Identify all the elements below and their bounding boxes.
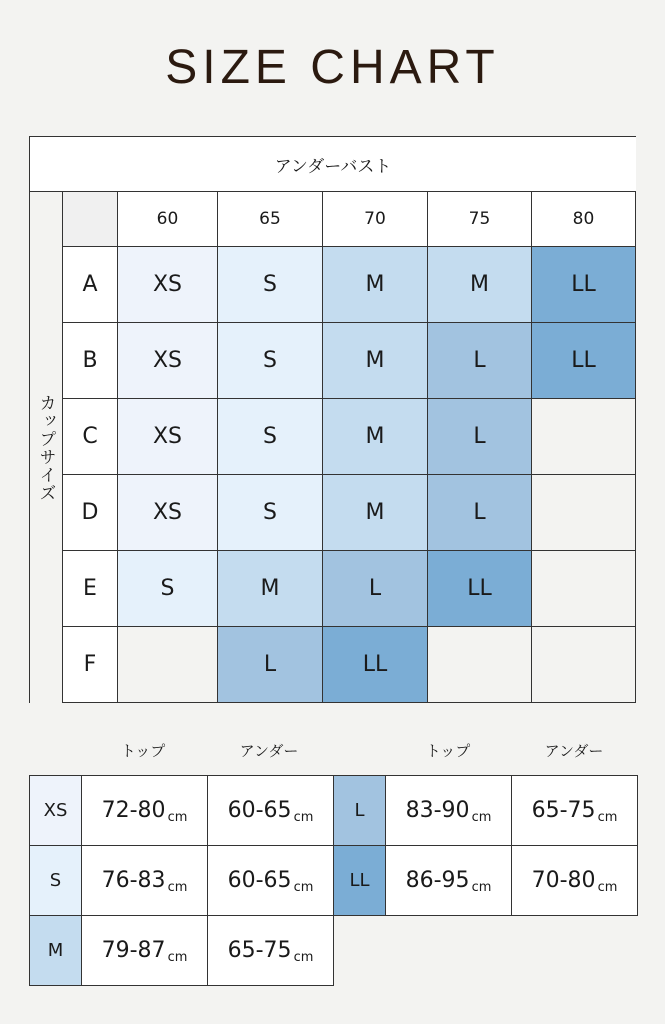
cup-size-label — [30, 192, 63, 703]
size-cell-A-70: M — [323, 247, 428, 323]
legend-under-XS — [208, 776, 334, 846]
legend-under-value: 70-80 — [531, 868, 596, 893]
legend-top-value: 79-87 — [101, 938, 166, 963]
unit-label: cm — [167, 810, 188, 825]
unit-label: cm — [597, 810, 618, 825]
size-cell-B-65: S — [218, 323, 323, 399]
size-cell-E-65: M — [218, 551, 323, 627]
row-header-B: B — [63, 323, 118, 399]
legend-under-label-right: アンダー — [544, 742, 604, 760]
legend-under-value: 60-65 — [227, 798, 292, 823]
size-cell-A-75: M — [428, 247, 532, 323]
legend-table-left — [29, 775, 334, 986]
legend-top-label-right: トップ — [425, 742, 471, 760]
size-cell-D-60: XS — [118, 475, 218, 551]
row-header-A: A — [63, 247, 118, 323]
legend-under-label-left: アンダー — [239, 742, 299, 760]
size-cell-E-75: LL — [428, 551, 532, 627]
legend-top-L — [386, 776, 512, 846]
unit-label: cm — [167, 880, 188, 895]
size-cell-B-60: XS — [118, 323, 218, 399]
unit-label: cm — [293, 880, 314, 895]
legend-top-value: 86-95 — [405, 868, 470, 893]
legend-top-XS — [82, 776, 208, 846]
legend-under-M — [208, 916, 334, 986]
legend-top-LL — [386, 846, 512, 916]
legend-top-value: 72-80 — [101, 798, 166, 823]
size-cell-F-80 — [532, 627, 636, 703]
unit-label: cm — [597, 880, 618, 895]
row-header-D: D — [63, 475, 118, 551]
size-cell-F-75 — [428, 627, 532, 703]
size-cell-D-70: M — [323, 475, 428, 551]
size-cell-D-80 — [532, 475, 636, 551]
size-cell-C-75: L — [428, 399, 532, 475]
size-cell-B-70: M — [323, 323, 428, 399]
size-cell-E-70: L — [323, 551, 428, 627]
legend-top-label-left: トップ — [120, 742, 166, 760]
unit-label: cm — [293, 950, 314, 965]
column-header-75: 75 — [428, 192, 532, 247]
legend-top-S — [82, 846, 208, 916]
column-header-65: 65 — [218, 192, 323, 247]
legend-under-value: 65-75 — [227, 938, 292, 963]
cup-size-text: カップサイズ — [35, 393, 56, 502]
column-header-60: 60 — [118, 192, 218, 247]
size-cell-B-75: L — [428, 323, 532, 399]
size-cell-B-80: LL — [532, 323, 636, 399]
unit-label: cm — [293, 810, 314, 825]
size-cell-A-80: LL — [532, 247, 636, 323]
legend-under-S — [208, 846, 334, 916]
unit-label: cm — [471, 810, 492, 825]
size-cell-F-70: LL — [323, 627, 428, 703]
unit-label: cm — [167, 950, 188, 965]
size-cell-F-60 — [118, 627, 218, 703]
size-cell-E-60: S — [118, 551, 218, 627]
legend-table-right — [333, 775, 638, 916]
size-cell-C-80 — [532, 399, 636, 475]
size-chart-table — [29, 136, 636, 703]
size-cell-D-65: S — [218, 475, 323, 551]
row-header-F: F — [63, 627, 118, 703]
legend-top-M — [82, 916, 208, 986]
size-cell-F-65: L — [218, 627, 323, 703]
size-cell-E-80 — [532, 551, 636, 627]
size-cell-C-70: M — [323, 399, 428, 475]
page-title: SIZE CHART — [165, 41, 500, 94]
legend-size-XS: XS — [30, 776, 82, 846]
under-bust-header: アンダーバスト — [30, 137, 636, 192]
legend-size-M: M — [30, 916, 82, 986]
row-header-C: C — [63, 399, 118, 475]
legend-under-LL — [512, 846, 638, 916]
unit-label: cm — [471, 880, 492, 895]
size-cell-C-65: S — [218, 399, 323, 475]
size-cell-A-65: S — [218, 247, 323, 323]
column-header-80: 80 — [532, 192, 636, 247]
size-cell-D-75: L — [428, 475, 532, 551]
column-header-70: 70 — [323, 192, 428, 247]
legend-under-value: 65-75 — [531, 798, 596, 823]
corner-cell — [63, 192, 118, 247]
legend-under-L — [512, 776, 638, 846]
legend-size-L: L — [334, 776, 386, 846]
size-cell-A-60: XS — [118, 247, 218, 323]
legend-under-value: 60-65 — [227, 868, 292, 893]
size-cell-C-60: XS — [118, 399, 218, 475]
legend-top-value: 83-90 — [405, 798, 470, 823]
legend-size-LL: LL — [334, 846, 386, 916]
legend-top-value: 76-83 — [101, 868, 166, 893]
legend-size-S: S — [30, 846, 82, 916]
row-header-E: E — [63, 551, 118, 627]
